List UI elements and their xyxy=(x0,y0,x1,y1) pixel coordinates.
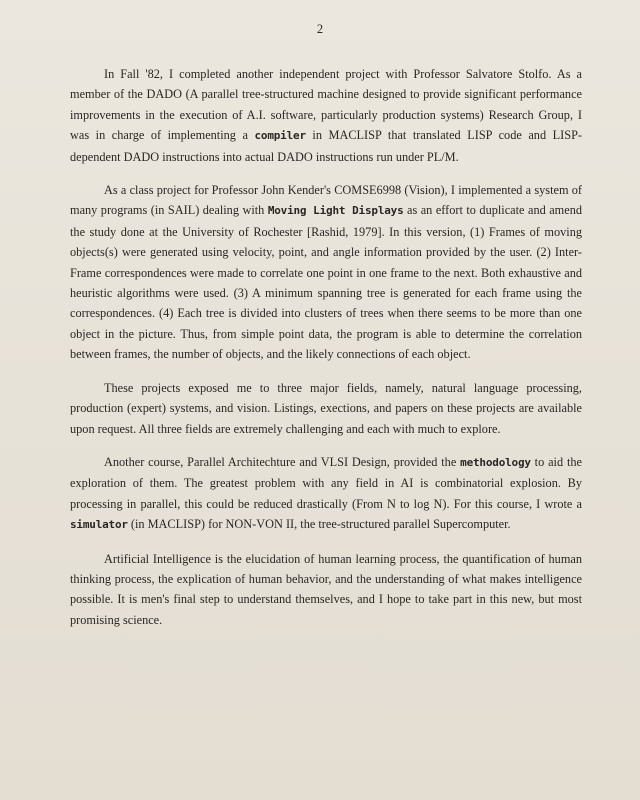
paragraph-2 xyxy=(70,180,582,365)
paragraph-3 xyxy=(70,378,582,439)
text-segment: as an effort to duplicate and amend the study done at the University of Rochester [Rashid, 1979]. In this version, (1) Frames of moving objects(s) were generated using velocity, point, and angle information provided by the user. (2) Inter-Frame correspondences were made to correlate one point in one frame to the next. Both exhaustive and heuristic algorithms were used. (3) A minimum spanning tree is generated for each frame using the correspondences. (4) Each tree is divided into clusters of trees when there seems to be more than one object in the picture. Thus, from simple point data, the program is able to determine the correlation between frames, the number of objects, and the likely connections of each object. xyxy=(70,203,583,362)
text-segment: to aid the exploration of them. The greatest problem with any field in AI is combinatorial explosion. By processing in parallel, this could be reduced drastically (From N to log N). For this course, I wrote a xyxy=(70,454,582,511)
text-segment: Artificial Intelligence is the elucidation of human learning process, the quantification of human thinking process, the explication of human behavior, and the understanding of what makes intelligence possible. It is men's final step to understand themselves, and I hope to take part in this new, but most promising science. xyxy=(70,551,582,627)
emphasized-term: Moving Light Displays xyxy=(267,204,404,218)
paragraph-1 xyxy=(70,64,582,167)
page-number: 2 xyxy=(316,22,324,36)
paragraph-4 xyxy=(70,452,582,536)
emphasized-term: compiler xyxy=(254,129,306,143)
emphasized-term: simulator xyxy=(70,518,128,532)
emphasized-term: methodology xyxy=(460,455,531,469)
text-segment: These projects exposed me to three major fields, namely, natural language processing, production (expert) systems, and vision. Listings, exections, and papers on these projects are available upon request. All three fields are extremely challenging and each with much to explore. xyxy=(70,380,582,436)
text-segment: In Fall '82, I completed another independent project with Professor Salvatore Stolfo. As a member of the DADO (A parallel tree-structured machine designed to provide significant performance improvements in the execution of A.I. software, particularly production systems) Research Group, I was in charge of implementing a xyxy=(70,67,582,143)
text-segment: As a class project for Professor John Kender's COMSE6998 (Vision), I implemented a system of many programs (in SAIL) dealing with xyxy=(70,183,582,218)
body-text xyxy=(70,64,582,643)
text-segment: in MACLISP that translated LISP code and LISP-dependent DADO instructions into actual DADO instructions run under PL/M. xyxy=(70,128,583,164)
text-segment: Another course, Parallel Architechture and VLSI Design, provided the xyxy=(104,454,461,469)
text-segment: (in MACLISP) for NON-VON II, the tree-structured parallel Supercomputer. xyxy=(127,517,511,532)
paragraph-5 xyxy=(70,549,582,631)
